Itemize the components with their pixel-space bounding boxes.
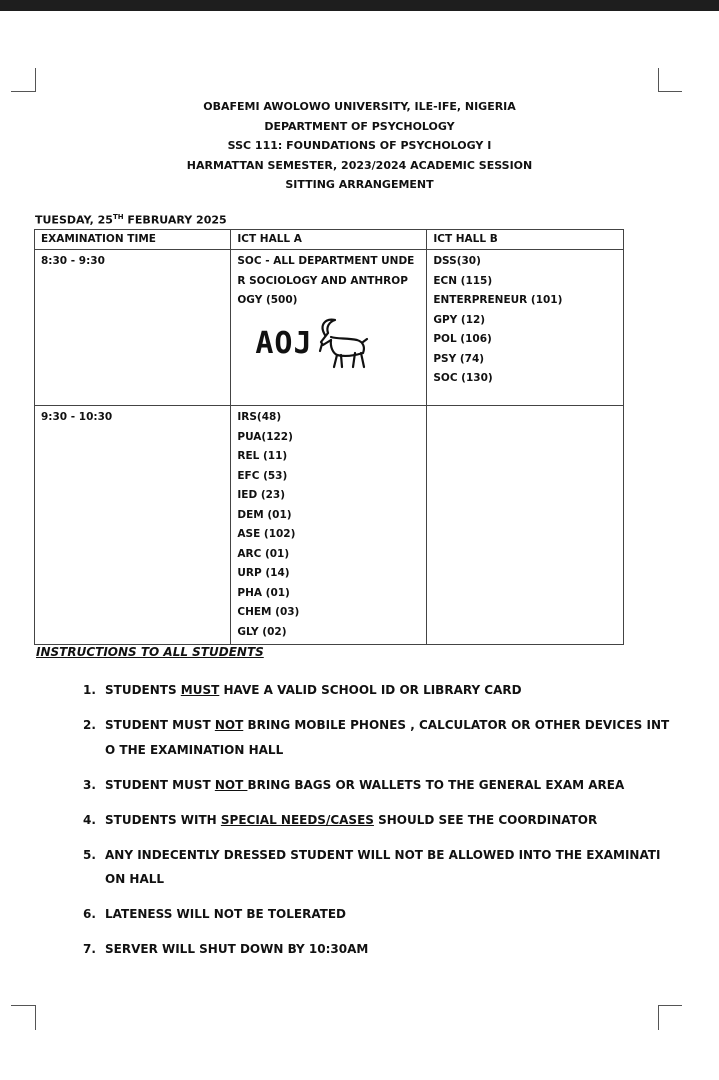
hall-a-entry: SOC - ALL DEPARTMENT UNDE xyxy=(237,255,415,267)
top-bar xyxy=(0,0,719,11)
header-exam-time: EXAMINATION TIME xyxy=(35,230,231,250)
hall-a-entry: PUA(122) xyxy=(237,430,293,443)
row2-hall-b xyxy=(427,406,624,645)
logo-text: AOJ xyxy=(255,326,313,361)
item-number: 7. xyxy=(83,942,96,956)
item-text-pre: STUDENT MUST xyxy=(105,777,215,792)
hall-b-entry: ENTERPRENEUR (101) xyxy=(433,294,563,306)
hall-a-entry: GLY (02) xyxy=(237,625,287,638)
item-text-pre: SERVER WILL SHUT DOWN BY 10:30AM xyxy=(105,942,369,956)
item-text-underlined: MUST xyxy=(180,683,220,697)
row1-hall-a xyxy=(231,250,427,406)
item-text-underlined: NOT xyxy=(214,718,244,732)
sitting-table xyxy=(34,229,624,645)
hall-a-entry: URP (14) xyxy=(237,567,290,579)
crop-mark-top-right xyxy=(658,68,682,92)
row2-time xyxy=(35,406,231,645)
goat-icon xyxy=(311,315,369,373)
list-item xyxy=(83,808,673,833)
hall-a-entry: ARC (01) xyxy=(237,547,290,560)
row2-hall-a xyxy=(231,406,427,645)
row2-time-text: 9:30 - 10:30 xyxy=(41,411,113,423)
list-item xyxy=(83,713,673,762)
item-number: 3. xyxy=(83,777,96,792)
item-text-pre: STUDENTS WITH xyxy=(105,812,221,827)
item-text-post: HAVE A VALID SCHOOL ID OR LIBRARY CARD xyxy=(219,683,522,697)
item-text-pre: STUDENT MUST xyxy=(105,718,215,732)
row1-hall-b xyxy=(427,250,624,406)
exam-date-rest: FEBRUARY 2025 xyxy=(123,213,227,227)
item-text xyxy=(105,678,673,703)
hall-b-entry: PSY (74) xyxy=(433,352,485,365)
item-text xyxy=(105,902,673,927)
table-row xyxy=(35,250,624,406)
item-number: 5. xyxy=(83,847,96,862)
hall-a-entry: ASE (102) xyxy=(237,528,296,540)
exam-date-suffix-ordinal: TH xyxy=(112,213,124,221)
crop-mark-bottom-left xyxy=(11,1005,36,1030)
hall-a-entry: IRS(48) xyxy=(237,411,282,423)
table-header-row xyxy=(35,230,624,250)
list-item xyxy=(83,937,673,962)
hall-b-entry: ECN (115) xyxy=(433,274,493,287)
instructions-title: INSTRUCTIONS TO ALL STUDENTS xyxy=(36,645,264,659)
crop-mark-bottom-right xyxy=(658,1005,682,1030)
item-text xyxy=(105,843,673,892)
item-text-pre: LATENESS WILL NOT BE TOLERATED xyxy=(105,907,347,921)
exam-date-prefix: TUESDAY, 25 xyxy=(35,213,113,227)
row1-time xyxy=(35,250,231,406)
item-text xyxy=(105,808,673,833)
hall-b-entry: GPY (12) xyxy=(433,313,486,326)
list-item xyxy=(83,678,673,703)
aoj-logo xyxy=(255,315,420,373)
hall-b-entry: SOC (130) xyxy=(433,372,493,384)
item-text xyxy=(105,937,673,962)
item-number: 1. xyxy=(83,683,96,697)
list-item xyxy=(83,773,673,798)
row1-time-text: 8:30 - 9:30 xyxy=(41,255,105,267)
header-hall-b: ICT HALL B xyxy=(427,230,624,250)
item-text-post: BRING BAGS OR WALLETS TO THE GENERAL EXAM AREA xyxy=(247,777,625,792)
item-text-post: BRING MOBILE PHONES , CALCULATOR OR OTHER DEVICES INT O THE EXAMINATION HALL xyxy=(105,718,670,757)
hall-a-entry: OGY (500) xyxy=(237,294,298,306)
item-text-pre: STUDENTS xyxy=(105,683,181,697)
table-row xyxy=(35,406,624,645)
item-number: 2. xyxy=(83,718,96,732)
item-text-underlined: SPECIAL NEEDS/CASES xyxy=(220,812,374,827)
list-item xyxy=(83,843,673,892)
hall-b-entry: DSS(30) xyxy=(433,255,481,267)
item-text xyxy=(105,713,673,762)
session-title: HARMATTAN SEMESTER, 2023/2024 ACADEMIC SESSION xyxy=(186,158,533,172)
university-name: OBAFEMI AWOLOWO UNIVERSITY, ILE-IFE, NIGERIA xyxy=(203,100,516,113)
department-name: DEPARTMENT OF PSYCHOLOGY xyxy=(264,119,455,133)
crop-mark-top-left xyxy=(11,68,36,92)
instructions-list xyxy=(83,678,673,972)
hall-a-entry: REL (11) xyxy=(237,450,288,462)
item-text-underlined: NOT xyxy=(214,777,248,792)
hall-a-entry: CHEM (03) xyxy=(237,606,300,618)
item-number: 6. xyxy=(83,907,96,921)
header-hall-a: ICT HALL A xyxy=(231,230,427,250)
item-text-pre: ANY INDECENTLY DRESSED STUDENT WILL NOT BE ALLOWED INTO THE EXAMINATI ON HALL xyxy=(105,847,661,886)
item-text xyxy=(105,773,673,798)
hall-a-entry: IED (23) xyxy=(237,489,286,501)
hall-a-entry: PHA (01) xyxy=(237,586,290,599)
item-text-post: SHOULD SEE THE COORDINATOR xyxy=(373,812,598,827)
hall-a-entry: EFC (53) xyxy=(237,469,288,482)
exam-date xyxy=(35,213,227,227)
hall-a-entry: DEM (01) xyxy=(237,508,292,521)
hall-b-entry: POL (106) xyxy=(433,333,492,345)
hall-a-entry: R SOCIOLOGY AND ANTHROP xyxy=(237,274,408,287)
document-header xyxy=(0,97,719,195)
document-title: SITTING ARRANGEMENT xyxy=(285,178,434,192)
item-number: 4. xyxy=(83,812,96,827)
list-item xyxy=(83,902,673,927)
course-title: SSC 111: FOUNDATIONS OF PSYCHOLOGY I xyxy=(227,139,492,153)
